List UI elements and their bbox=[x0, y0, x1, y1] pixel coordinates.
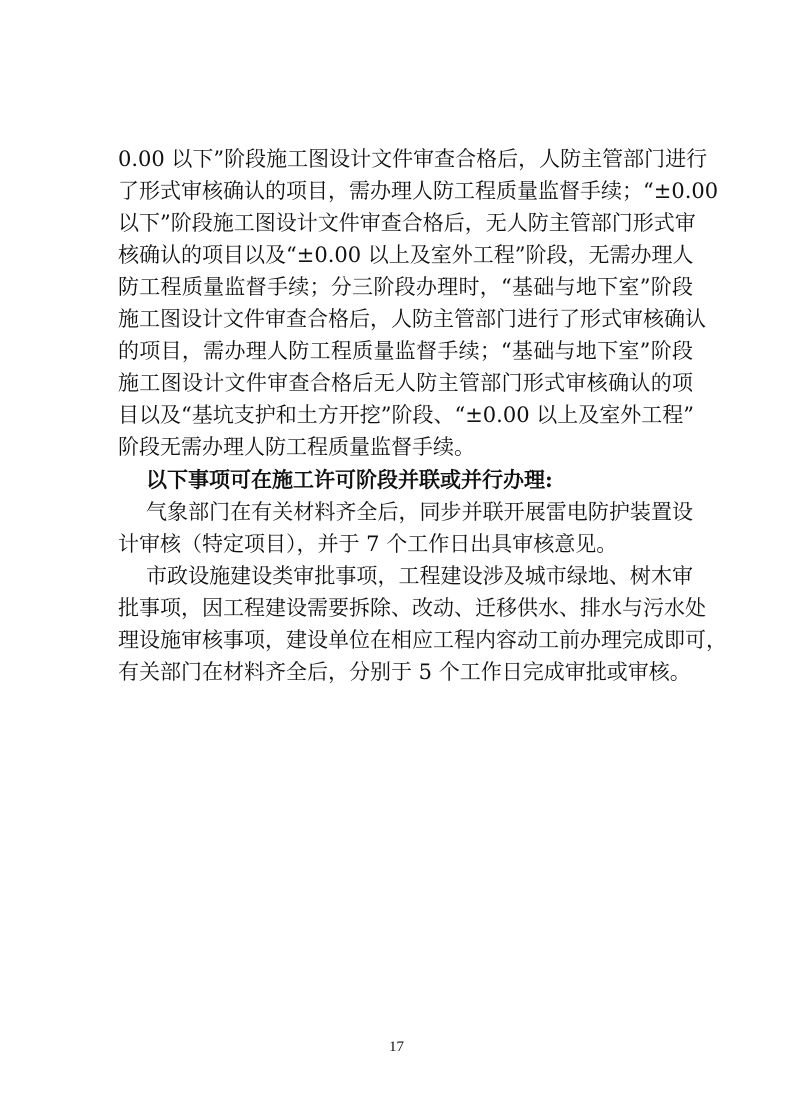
paragraph-1-line-1: 0.00 以下”阶段施工图设计文件审查合格后，人防主管部门进行 bbox=[118, 147, 708, 171]
paragraph-3-line-2: 批事项，因工程建设需要拆除、改动、迁移供水、排水与污水处 bbox=[118, 596, 706, 620]
paragraph-3-line-4: 有关部门在材料齐全后，分别于 5 个工作日完成审批或审核。 bbox=[118, 660, 691, 684]
paragraph-3-line-1: 市政设施建设类审批事项，工程建设涉及城市绿地、树木审 bbox=[146, 564, 693, 588]
paragraph-2-line-2: 计审核（特定项目），并于 7 个工作日出具审核意见。 bbox=[118, 532, 618, 556]
paragraph-3-line-3: 理设施审核事项，建设单位在相应工程内容动工前办理完成即可， bbox=[118, 628, 727, 652]
paragraph-1-line-2: 了形式审核确认的项目，需办理人防工程质量监督手续；“±0.00 bbox=[118, 179, 719, 203]
paragraph-1-line-4: 核确认的项目以及“±0.00 以上及室外工程”阶段，无需办理人 bbox=[118, 243, 694, 267]
paragraph-1-line-7: 的项目，需办理人防工程质量监督手续；“基础与地下室”阶段 bbox=[118, 339, 693, 363]
paragraph-1-line-3: 以下”阶段施工图设计文件审查合格后，无人防主管部门形式审 bbox=[118, 211, 696, 235]
paragraph-1-line-9: 目以及“基坑支护和土方开挖”阶段、“±0.00 以上及室外工程” bbox=[118, 403, 694, 427]
paragraph-1-line-5: 防工程质量监督手续；分三阶段办理时，“基础与地下室”阶段 bbox=[118, 275, 693, 299]
section-heading: 以下事项可在施工许可阶段并联或并行办理: bbox=[146, 467, 553, 492]
paragraph-1-line-6: 施工图设计文件审查合格后，人防主管部门进行了形式审核确认 bbox=[118, 307, 706, 331]
page-number: 17 bbox=[389, 1039, 404, 1055]
paragraph-2-line-1: 气象部门在有关材料齐全后，同步并联开展雷电防护装置设 bbox=[146, 500, 693, 524]
paragraph-1-line-8: 施工图设计文件审查合格后无人防主管部门形式审核确认的项 bbox=[118, 371, 693, 395]
paragraph-1-line-10: 阶段无需办理人防工程质量监督手续。 bbox=[118, 435, 475, 459]
